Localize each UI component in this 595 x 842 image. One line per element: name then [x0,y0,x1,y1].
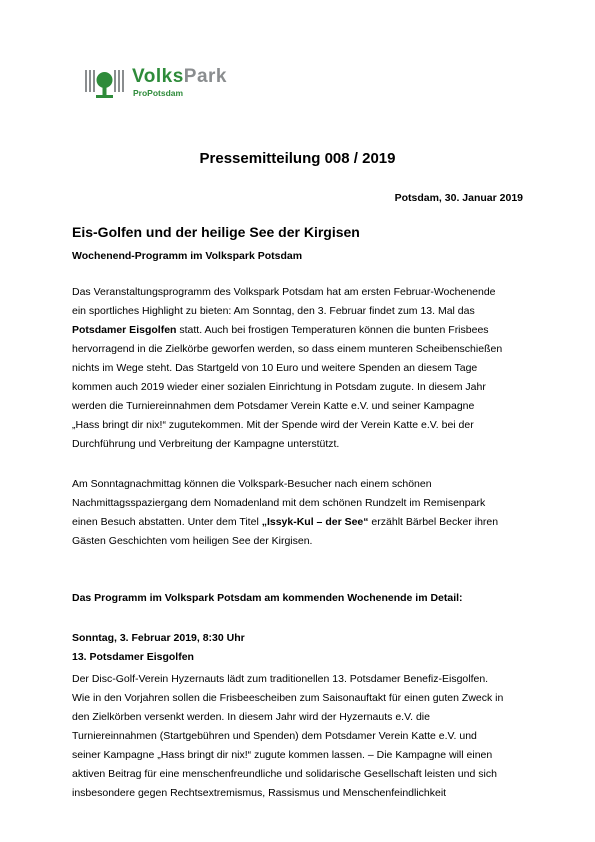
text-line: hervorragend in die Zielkörbe geworfen werden, so dass einem munteren Scheibenschießen [72,343,503,355]
afternoon-paragraph [72,475,532,551]
dateline: Potsdam, 30. Januar 2019 [394,192,523,204]
text-span: statt. Auch bei frostigen Temperaturen können die bunten Frisbees [176,324,489,336]
text-line: ein sportliches Highlight zu bieten: Am Sonntag, den 3. Februar findet zum 13. Mal das [72,305,475,317]
text-line: den Zielkörben versenkt werden. In diesem Jahr wird der Hyzernauts e.V. die [72,711,430,723]
text-line: Turniereinnahmen (Startgebühren und Spenden) dem Potsdamer Verein Katte e.V. und [72,730,477,742]
text-line: insbesondere gegen Rechtsextremismus, Rassismus und Menschenfeindlichkeit [72,787,447,799]
text-line: Wie in den Vorjahren sollen die Frisbeescheiben zum Saisonauftakt für einen guten Zweck in [72,692,504,704]
logo-wordmark-park: Park [183,66,227,87]
logo-wordmark-volks: Volks [132,66,184,87]
text-line: „Hass bringt dir nix!“ zugutekommen. Mit der Spende wird der Verein Katte e.V. bei der [72,419,474,431]
logo-tagline: ProPotsdam [133,88,184,98]
text-line: werden die Turniereinnahmen dem Potsdamer Verein Katte e.V. und seiner Kampagne [72,400,475,412]
text-line [72,321,532,340]
volkspark-tree-icon [84,66,128,106]
text-line: aktiven Beitrag für eine menschenfreundliche und solidarische Gesellschaft leisten und sich [72,768,497,780]
talk-title-bold: „Issyk-Kul – der See“ [261,516,369,528]
text-span: einen Besuch abstatten. Unter dem Titel [72,516,262,528]
text-line: Am Sonntagnachmittag können die Volkspark-Besucher nach einem schönen [72,478,432,490]
article-title: Eis-Golfen und der heilige See der Kirgisen [72,224,360,240]
text-line: seiner Kampagne „Hass bringt dir nix!“ zugute kommen lassen. – Die Kampagne will einen [72,749,493,761]
event-description [72,670,532,803]
event-title: 13. Potsdamer Eisgolfen [72,651,194,663]
text-line: Gästen Geschichten vom heiligen See der Kirgisen. [72,535,313,547]
volkspark-logo [84,66,254,106]
text-line: Das Veranstaltungsprogramm des Volkspark Potsdam hat am ersten Februar-Wochenende [72,286,496,298]
text-span: erzählt Bärbel Becker ihren [368,516,499,528]
text-line: nichts im Wege steht. Das Startgeld von 10 Euro und weitere Spenden an diesem Tage [72,362,478,374]
article-subtitle: Wochenend-Programm im Volkspark Potsdam [72,250,303,262]
text-line: Nachmittagsspaziergang dem Nomadenland mit dem schönen Rundzelt im Remisenpark [72,497,486,509]
logo-wordmark [132,66,227,88]
text-line: Der Disc-Golf-Verein Hyzernauts lädt zum traditionellen 13. Potsdamer Benefiz-Eisgolfen. [72,673,489,685]
program-section-heading: Das Programm im Volkspark Potsdam am kommenden Wochenende im Detail: [72,592,463,604]
text-line: Durchführung und Verbreitung der Kampagne unterstützt. [72,438,340,450]
text-line [72,513,532,532]
text-line: kommen auch 2019 wieder einer sozialen Einrichtung in Potsdam zugute. In diesem Jahr [72,381,486,393]
event-date: Sonntag, 3. Februar 2019, 8:30 Uhr [72,632,245,644]
event-name-bold: Potsdamer Eisgolfen [72,324,177,336]
press-release-headline: Pressemitteilung 008 / 2019 [199,150,396,167]
intro-paragraph [72,283,532,454]
